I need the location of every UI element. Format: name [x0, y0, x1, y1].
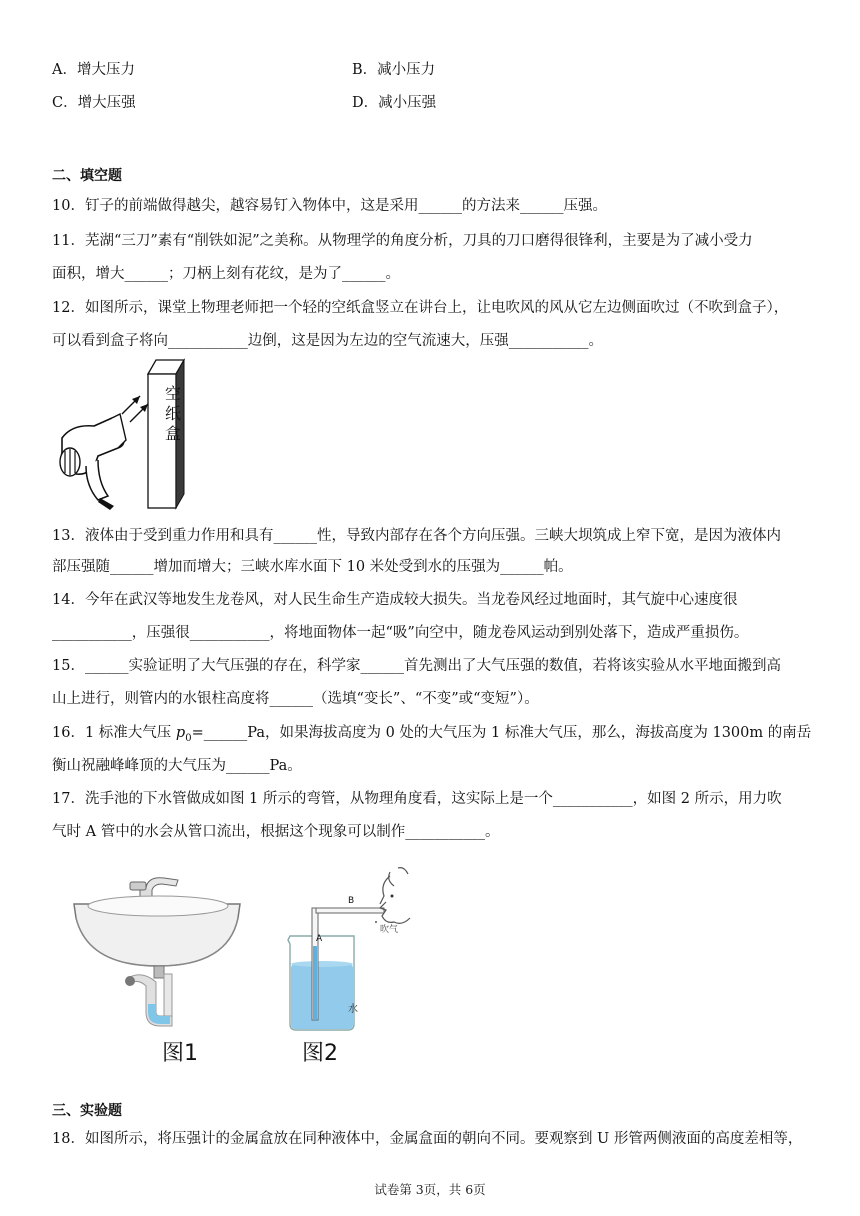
question-15-line1: 15．______实验证明了大气压强的存在，科学家______首先测出了大气压强的数值，若将该实验从水平地面搬到高 — [52, 658, 781, 674]
question-11-line1: 11．芜湖“三刀”素有“削铁如泥”之美称。从物理学的角度分析，刀具的刀口磨得很锋利，主要是为了减小受力 — [52, 233, 753, 249]
paper-box-label: 空纸盒 — [164, 384, 181, 443]
label-blow: 吹气 — [380, 925, 399, 935]
pressure-symbol: p — [175, 725, 186, 741]
sink-figure — [68, 866, 248, 1076]
option-d: D．减小压强 — [352, 95, 437, 111]
question-13-line2: 部压强随______增加而增大；三峡水库水面下 10 米处受到水的压强为______帕。 — [52, 559, 573, 575]
question-17-line2: 气时 A 管中的水会从管口流出，根据这个现象可以制作___________。 — [52, 824, 500, 840]
beaker-figure — [282, 866, 422, 1076]
section-title-fill-in: 二、填空题 — [52, 168, 122, 184]
question-16-line2: 衡山祝融峰峰顶的大气压为______Pa。 — [52, 758, 302, 774]
question-12-line2: 可以看到盒子将向___________边倒，这是因为左边的空气流速大，压强___________。 — [52, 333, 603, 349]
label-b: B — [348, 896, 355, 906]
question-18-line1: 18．如图所示，将压强计的金属盒放在同种液体中，金属盒面的朝向不同。要观察到 U 形管两侧液面的高度差相等， — [52, 1131, 803, 1147]
question-16-prefix: 16．1 标准大气压 — [52, 725, 176, 741]
question-17-line1: 17．洗手池的下水管做成如图 1 所示的弯管，从物理角度看，这实际上是一个___________，如图 2 所示，用力吹 — [52, 791, 782, 807]
page-footer: 试卷第 3页，共 6页 — [374, 1182, 486, 1197]
question-10: 10．钉子的前端做得越尖，越容易钉入物体中，这是采用______的方法来______压强。 — [52, 198, 607, 214]
hair-dryer-figure — [52, 356, 202, 514]
question-16-line1 — [52, 723, 820, 749]
option-c: C．增大压强 — [52, 95, 136, 111]
question-14-line1: 14．今年在武汉等地发生龙卷风，对人民生命生产造成较大损失。当龙卷风经过地面时，其气旋中心速度很 — [52, 592, 738, 608]
option-a: A．增大压力 — [52, 62, 135, 78]
option-b: B．减小压力 — [352, 62, 436, 78]
question-16-rest: =______Pa，如果海拔高度为 0 处的大气压为 1 标准大气压，那么，海拔高度为 1300m 的南岳 — [191, 725, 812, 741]
question-13-line1: 13．液体由于受到重力作用和具有______性，导致内部存在各个方向压强。三峡大坝筑成上窄下宽，是因为液体内 — [52, 528, 781, 544]
question-14-line2: ___________，压强很___________，将地面物体一起“吸”向空中，随龙卷风运动到别处落下，造成严重损伤。 — [52, 625, 749, 641]
question-12-line1: 12．如图所示，课堂上物理老师把一个轻的空纸盒竖立在讲台上，让电吹风的风从它左边侧面吹过（不吹到盒子）， — [52, 300, 789, 316]
section-title-experiment: 三、实验题 — [52, 1103, 122, 1119]
pressure-subscript: 0 — [185, 732, 192, 744]
question-11-line2: 面积，增大______；刀柄上刻有花纹，是为了______。 — [52, 266, 400, 282]
label-a: A — [316, 934, 323, 944]
label-water: 水 — [348, 1004, 358, 1015]
question-15-line2: 山上进行，则管内的水银柱高度将______（选填“变长”、“不变”或“变短”）。 — [52, 691, 539, 707]
figure-2-caption: 图2 — [302, 1041, 338, 1066]
figure-1-caption: 图1 — [162, 1041, 198, 1066]
